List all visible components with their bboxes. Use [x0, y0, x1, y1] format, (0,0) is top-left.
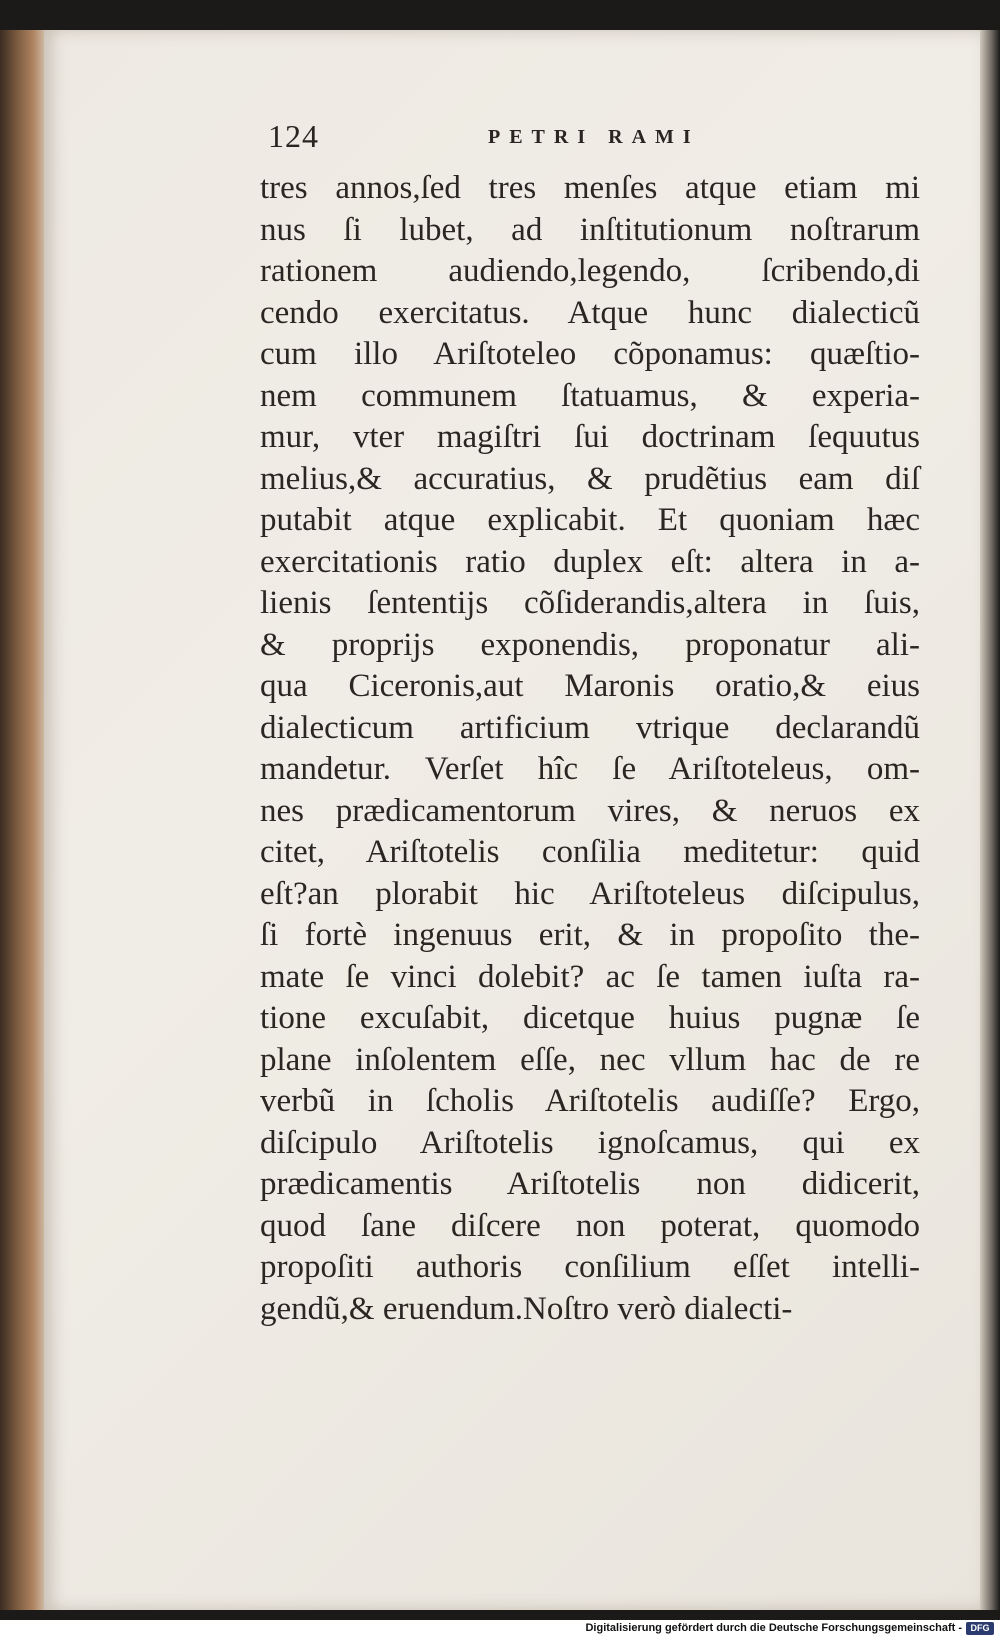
- funding-credit: Digitalisierung gefördert durch die Deutsche Forschungsgemeinschaft -: [585, 1622, 962, 1634]
- text-line: plane inſolentem eſſe, nec vllum hac de re: [260, 1041, 920, 1078]
- text-line: rationem audiendo,legendo, ſcribendo,di: [260, 253, 920, 289]
- text-line: mur, vter magiſtri ſui doctrinam ſequutus: [260, 419, 920, 455]
- running-title: PETRI RAMI: [488, 126, 700, 148]
- text-line: putabit atque explicabit. Et quoniam hæc: [260, 502, 920, 538]
- running-head: [268, 118, 788, 162]
- text-line: nes prædicamentorum vires, & neruos ex: [260, 792, 920, 829]
- text-line: mate ſe vinci dolebit? ac ſe tamen iuſta ra-: [260, 958, 920, 995]
- text-line: nem communem ſtatuamus, & experia-: [260, 377, 920, 414]
- text-line: exercitationis ratio duplex eſt: altera in a-: [260, 543, 920, 580]
- dfg-logo-icon: DFG: [966, 1622, 994, 1635]
- page-number: 124: [268, 118, 319, 154]
- text-line: qua Ciceronis,aut Maronis oratio,& eius: [260, 668, 920, 704]
- text-line: gendũ,& eruendum.Noſtro verò dialecti-: [260, 1290, 793, 1327]
- text-line: & proprijs exponendis, proponatur ali-: [260, 626, 920, 663]
- text-line: mandetur. Verſet hîc ſe Ariſtoteleus, om-: [260, 751, 920, 787]
- text-line: tres annos,ſed tres menſes atque etiam mi: [260, 170, 920, 206]
- text-line: eſt?an plorabit hic Ariſtoteleus diſcipulus,: [260, 875, 920, 912]
- body-text: [260, 168, 920, 1330]
- text-line: lienis ſententijs cõſiderandis,altera in ſuis,: [260, 585, 920, 621]
- text-line: verbũ in ſcholis Ariſtotelis audiſſe? Ergo,: [260, 1083, 920, 1119]
- text-line: melius,& accuratius, & prudẽtius eam diſ: [260, 460, 920, 497]
- text-line: propoſiti authoris conſilium eſſet intelli-: [260, 1249, 920, 1285]
- text-line: nus ſi lubet, ad inſtitutionum noſtrarum: [260, 211, 920, 248]
- text-line: prædicamentis Ariſtotelis non didicerit,: [260, 1166, 920, 1202]
- text-line: diſcipulo Ariſtotelis ignoſcamus, qui ex: [260, 1124, 920, 1161]
- page-right-edge: [980, 30, 1000, 1610]
- text-line: dialecticum artificium vtrique declarandũ: [260, 709, 920, 746]
- text-line: quod ſane diſcere non poterat, quomodo: [260, 1207, 920, 1244]
- text-line: cum illo Ariſtoteleo cõponamus: quæſtio-: [260, 336, 920, 372]
- book-spine-edge: [0, 30, 48, 1610]
- text-line: ſi fortè ingenuus erit, & in propoſito the-: [260, 917, 920, 953]
- digitization-footer: [0, 1620, 1000, 1638]
- text-line: citet, Ariſtotelis conſilia meditetur: quid: [260, 834, 920, 870]
- text-line: cendo exercitatus. Atque hunc dialecticũ: [260, 294, 920, 331]
- text-line: tione excuſabit, dicetque huius pugnæ ſe: [260, 1000, 920, 1036]
